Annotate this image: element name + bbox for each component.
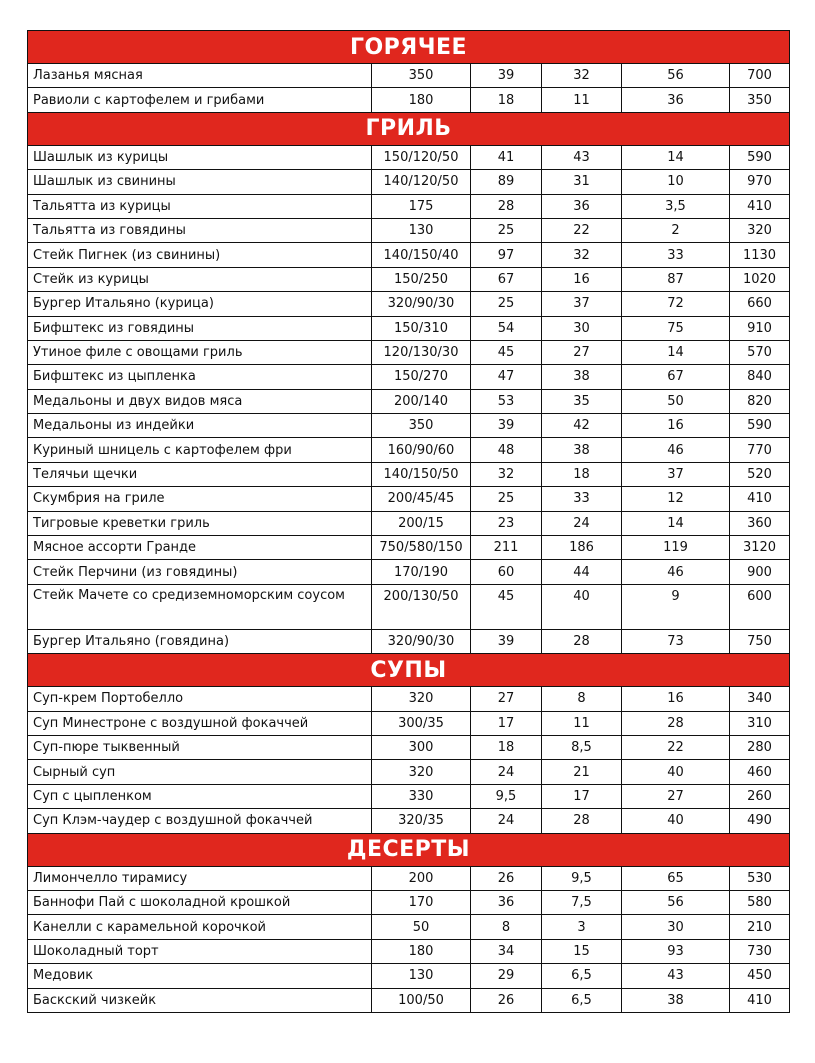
section-title: ГОРЯЧЕЕ: [28, 31, 790, 64]
value-cell: 750/580/150: [372, 536, 471, 560]
value-cell: 200/140: [372, 389, 471, 413]
value-cell: 45: [471, 340, 542, 364]
value-cell: 3120: [730, 536, 790, 560]
menu-row: [28, 218, 790, 242]
menu-row: [28, 145, 790, 169]
menu-row: [28, 735, 790, 759]
dish-name: Утиное филе с овощами гриль: [28, 340, 372, 364]
value-cell: 9,5: [471, 784, 542, 808]
value-cell: 60: [471, 560, 542, 584]
menu-row: [28, 170, 790, 194]
value-cell: 36: [471, 890, 542, 914]
value-cell: 56: [622, 890, 730, 914]
value-cell: 140/150/40: [372, 243, 471, 267]
value-cell: 3,5: [622, 194, 730, 218]
value-cell: 360: [730, 511, 790, 535]
value-cell: 160/90/60: [372, 438, 471, 462]
value-cell: 24: [471, 809, 542, 833]
menu-row: [28, 292, 790, 316]
value-cell: 14: [622, 511, 730, 535]
value-cell: 730: [730, 939, 790, 963]
menu-row: [28, 316, 790, 340]
menu-row: [28, 584, 790, 629]
value-cell: 33: [542, 487, 622, 511]
dish-name: Шашлык из курицы: [28, 145, 372, 169]
value-cell: 320/90/30: [372, 292, 471, 316]
value-cell: 44: [542, 560, 622, 584]
value-cell: 40: [622, 760, 730, 784]
value-cell: 450: [730, 964, 790, 988]
value-cell: 40: [622, 809, 730, 833]
dish-name: Баннофи Пай с шоколадной крошкой: [28, 890, 372, 914]
dish-name: Тальятта из курицы: [28, 194, 372, 218]
menu-row: [28, 809, 790, 833]
value-cell: 25: [471, 487, 542, 511]
value-cell: 18: [542, 462, 622, 486]
value-cell: 350: [372, 414, 471, 438]
value-cell: 211: [471, 536, 542, 560]
menu-row: [28, 243, 790, 267]
value-cell: 970: [730, 170, 790, 194]
dish-name: Стейк из курицы: [28, 267, 372, 291]
dish-name: Суп Минестроне с воздушной фокаччей: [28, 711, 372, 735]
dish-name: Равиоли с картофелем и грибами: [28, 88, 372, 112]
value-cell: 14: [622, 145, 730, 169]
value-cell: 73: [622, 629, 730, 653]
value-cell: 34: [471, 939, 542, 963]
value-cell: 25: [471, 218, 542, 242]
menu-row: [28, 438, 790, 462]
value-cell: 38: [622, 988, 730, 1012]
menu-row: [28, 890, 790, 914]
value-cell: 43: [542, 145, 622, 169]
menu-row: [28, 629, 790, 653]
value-cell: 900: [730, 560, 790, 584]
dish-name: Стейк Перчини (из говядины): [28, 560, 372, 584]
menu-row: [28, 389, 790, 413]
dish-name: Бифштекс из цыпленка: [28, 365, 372, 389]
value-cell: 21: [542, 760, 622, 784]
menu-row: [28, 988, 790, 1012]
value-cell: 14: [622, 340, 730, 364]
dish-name: Шоколадный торт: [28, 939, 372, 963]
value-cell: 8: [542, 687, 622, 711]
menu-row: [28, 760, 790, 784]
menu-row: [28, 365, 790, 389]
value-cell: 820: [730, 389, 790, 413]
value-cell: 910: [730, 316, 790, 340]
menu-row: [28, 340, 790, 364]
value-cell: 54: [471, 316, 542, 340]
value-cell: 28: [542, 809, 622, 833]
value-cell: 300: [372, 735, 471, 759]
dish-name: Шашлык из свинины: [28, 170, 372, 194]
value-cell: 27: [542, 340, 622, 364]
menu-row: [28, 536, 790, 560]
value-cell: 43: [622, 964, 730, 988]
value-cell: 170: [372, 890, 471, 914]
dish-name: Баскский чизкейк: [28, 988, 372, 1012]
value-cell: 460: [730, 760, 790, 784]
value-cell: 50: [372, 915, 471, 939]
value-cell: 300/35: [372, 711, 471, 735]
value-cell: 180: [372, 88, 471, 112]
value-cell: 67: [622, 365, 730, 389]
dish-name: Сырный суп: [28, 760, 372, 784]
value-cell: 150/250: [372, 267, 471, 291]
value-cell: 18: [471, 88, 542, 112]
section-header: [28, 833, 790, 866]
value-cell: 39: [471, 629, 542, 653]
value-cell: 600: [730, 584, 790, 629]
value-cell: 17: [542, 784, 622, 808]
dish-name: Мясное ассорти Гранде: [28, 536, 372, 560]
value-cell: 32: [542, 64, 622, 88]
value-cell: 97: [471, 243, 542, 267]
value-cell: 175: [372, 194, 471, 218]
value-cell: 29: [471, 964, 542, 988]
menu-row: [28, 511, 790, 535]
dish-name: Бургер Итальяно (говядина): [28, 629, 372, 653]
menu-row: [28, 414, 790, 438]
value-cell: 570: [730, 340, 790, 364]
value-cell: 40: [542, 584, 622, 629]
value-cell: 350: [730, 88, 790, 112]
value-cell: 37: [622, 462, 730, 486]
value-cell: 28: [622, 711, 730, 735]
value-cell: 33: [622, 243, 730, 267]
value-cell: 770: [730, 438, 790, 462]
dish-name: Медальоны и двух видов мяса: [28, 389, 372, 413]
dish-name: Суп-пюре тыквенный: [28, 735, 372, 759]
dish-name: Лазанья мясная: [28, 64, 372, 88]
menu-row: [28, 462, 790, 486]
value-cell: 490: [730, 809, 790, 833]
menu-row: [28, 560, 790, 584]
value-cell: 37: [542, 292, 622, 316]
value-cell: 31: [542, 170, 622, 194]
value-cell: 186: [542, 536, 622, 560]
value-cell: 410: [730, 194, 790, 218]
value-cell: 410: [730, 988, 790, 1012]
value-cell: 340: [730, 687, 790, 711]
value-cell: 130: [372, 218, 471, 242]
value-cell: 75: [622, 316, 730, 340]
value-cell: 11: [542, 88, 622, 112]
value-cell: 67: [471, 267, 542, 291]
value-cell: 320: [372, 760, 471, 784]
value-cell: 11: [542, 711, 622, 735]
dish-name: Бифштекс из говядины: [28, 316, 372, 340]
value-cell: 39: [471, 64, 542, 88]
dish-name: Канелли с карамельной корочкой: [28, 915, 372, 939]
dish-name: Лимончелло тирамису: [28, 866, 372, 890]
value-cell: 350: [372, 64, 471, 88]
value-cell: 330: [372, 784, 471, 808]
value-cell: 410: [730, 487, 790, 511]
value-cell: 1130: [730, 243, 790, 267]
value-cell: 56: [622, 64, 730, 88]
menu-row: [28, 687, 790, 711]
value-cell: 16: [542, 267, 622, 291]
value-cell: 22: [622, 735, 730, 759]
value-cell: 89: [471, 170, 542, 194]
value-cell: 8,5: [542, 735, 622, 759]
value-cell: 1020: [730, 267, 790, 291]
value-cell: 700: [730, 64, 790, 88]
value-cell: 119: [622, 536, 730, 560]
menu-row: [28, 964, 790, 988]
value-cell: 35: [542, 389, 622, 413]
value-cell: 100/50: [372, 988, 471, 1012]
value-cell: 170/190: [372, 560, 471, 584]
value-cell: 8: [471, 915, 542, 939]
value-cell: 6,5: [542, 964, 622, 988]
value-cell: 26: [471, 988, 542, 1012]
value-cell: 72: [622, 292, 730, 316]
value-cell: 660: [730, 292, 790, 316]
value-cell: 590: [730, 145, 790, 169]
value-cell: 22: [542, 218, 622, 242]
value-cell: 150/120/50: [372, 145, 471, 169]
dish-name: Куриный шницель с картофелем фри: [28, 438, 372, 462]
value-cell: 30: [542, 316, 622, 340]
value-cell: 28: [471, 194, 542, 218]
value-cell: 140/150/50: [372, 462, 471, 486]
value-cell: 580: [730, 890, 790, 914]
value-cell: 200: [372, 866, 471, 890]
value-cell: 41: [471, 145, 542, 169]
value-cell: 39: [471, 414, 542, 438]
value-cell: 200/45/45: [372, 487, 471, 511]
value-cell: 45: [471, 584, 542, 629]
value-cell: 320: [372, 687, 471, 711]
value-cell: 46: [622, 438, 730, 462]
section-title: ДЕСЕРТЫ: [28, 833, 790, 866]
value-cell: 140/120/50: [372, 170, 471, 194]
dish-name: Медовик: [28, 964, 372, 988]
menu-row: [28, 487, 790, 511]
value-cell: 16: [622, 414, 730, 438]
dish-name: Суп-крем Портобелло: [28, 687, 372, 711]
value-cell: 25: [471, 292, 542, 316]
dish-name: Стейк Пигнек (из свинины): [28, 243, 372, 267]
value-cell: 9,5: [542, 866, 622, 890]
value-cell: 32: [471, 462, 542, 486]
value-cell: 15: [542, 939, 622, 963]
value-cell: 18: [471, 735, 542, 759]
value-cell: 12: [622, 487, 730, 511]
value-cell: 750: [730, 629, 790, 653]
value-cell: 46: [622, 560, 730, 584]
value-cell: 260: [730, 784, 790, 808]
value-cell: 38: [542, 365, 622, 389]
value-cell: 120/130/30: [372, 340, 471, 364]
value-cell: 36: [542, 194, 622, 218]
value-cell: 200/15: [372, 511, 471, 535]
value-cell: 3: [542, 915, 622, 939]
section-title: СУПЫ: [28, 654, 790, 687]
value-cell: 53: [471, 389, 542, 413]
value-cell: 87: [622, 267, 730, 291]
value-cell: 32: [542, 243, 622, 267]
value-cell: 320: [730, 218, 790, 242]
value-cell: 24: [471, 760, 542, 784]
value-cell: 38: [542, 438, 622, 462]
value-cell: 310: [730, 711, 790, 735]
menu-row: [28, 939, 790, 963]
value-cell: 93: [622, 939, 730, 963]
menu-row: [28, 866, 790, 890]
value-cell: 520: [730, 462, 790, 486]
menu-row: [28, 711, 790, 735]
dish-name: Тальятта из говядины: [28, 218, 372, 242]
value-cell: 47: [471, 365, 542, 389]
value-cell: 50: [622, 389, 730, 413]
value-cell: 280: [730, 735, 790, 759]
value-cell: 24: [542, 511, 622, 535]
section-header: [28, 31, 790, 64]
value-cell: 10: [622, 170, 730, 194]
value-cell: 6,5: [542, 988, 622, 1012]
value-cell: 150/270: [372, 365, 471, 389]
dish-name: Суп Клэм-чаудер с воздушной фокаччей: [28, 809, 372, 833]
value-cell: 150/310: [372, 316, 471, 340]
value-cell: 27: [622, 784, 730, 808]
menu-row: [28, 64, 790, 88]
value-cell: 840: [730, 365, 790, 389]
value-cell: 590: [730, 414, 790, 438]
value-cell: 530: [730, 866, 790, 890]
dish-name: Телячьи щечки: [28, 462, 372, 486]
dish-name: Медальоны из индейки: [28, 414, 372, 438]
dish-name: Скумбрия на гриле: [28, 487, 372, 511]
section-title: ГРИЛЬ: [28, 112, 790, 145]
value-cell: 28: [542, 629, 622, 653]
value-cell: 9: [622, 584, 730, 629]
dish-name: Стейк Мачете со средиземноморским соусом: [28, 584, 372, 629]
value-cell: 17: [471, 711, 542, 735]
value-cell: 26: [471, 866, 542, 890]
value-cell: 200/130/50: [372, 584, 471, 629]
section-header: [28, 654, 790, 687]
value-cell: 16: [622, 687, 730, 711]
menu-row: [28, 784, 790, 808]
menu-row: [28, 267, 790, 291]
value-cell: 65: [622, 866, 730, 890]
value-cell: 320/90/30: [372, 629, 471, 653]
menu-row: [28, 88, 790, 112]
dish-name: Тигровые креветки гриль: [28, 511, 372, 535]
value-cell: 210: [730, 915, 790, 939]
value-cell: 27: [471, 687, 542, 711]
value-cell: 130: [372, 964, 471, 988]
dish-name: Бургер Итальяно (курица): [28, 292, 372, 316]
value-cell: 180: [372, 939, 471, 963]
value-cell: 36: [622, 88, 730, 112]
value-cell: 30: [622, 915, 730, 939]
value-cell: 23: [471, 511, 542, 535]
section-header: [28, 112, 790, 145]
value-cell: 48: [471, 438, 542, 462]
dish-name: Суп с цыпленком: [28, 784, 372, 808]
menu-row: [28, 194, 790, 218]
menu-row: [28, 915, 790, 939]
value-cell: 42: [542, 414, 622, 438]
value-cell: 320/35: [372, 809, 471, 833]
menu-table: [27, 30, 790, 1013]
value-cell: 2: [622, 218, 730, 242]
value-cell: 7,5: [542, 890, 622, 914]
